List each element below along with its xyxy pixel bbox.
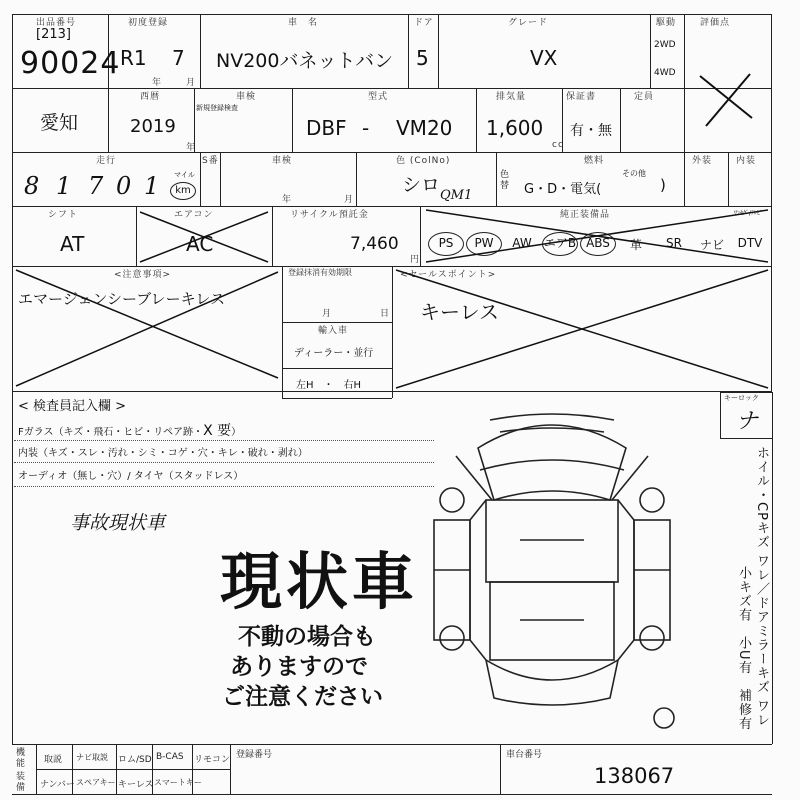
type-code: VM20: [396, 116, 453, 140]
interior-label: 内装: [736, 156, 757, 166]
option-8: DTV: [737, 236, 763, 250]
shift-label: シフト: [48, 210, 79, 220]
ac-strike: [140, 212, 268, 262]
type-prefix: DBF: [306, 116, 347, 140]
ac-value: AC: [186, 232, 214, 256]
mileage-digit: 0: [116, 172, 132, 200]
ac-label: エアコン: [174, 210, 214, 220]
type-dash: -: [362, 116, 370, 140]
footer-item: ロム/SD: [118, 755, 152, 765]
mileage-digit: 1: [144, 172, 160, 200]
exterior-label: 外装: [692, 156, 713, 166]
notes-strike: [16, 270, 278, 386]
mileage-label: 走行: [96, 156, 117, 166]
inspector-title: < 検査員記入欄 >: [18, 399, 127, 414]
equipment-label: 純正装備品: [560, 210, 611, 220]
option-7: ナビ: [699, 238, 724, 252]
option-1: PW: [466, 232, 502, 256]
model-year-value: 2019: [130, 116, 176, 137]
first-reg-year-unit: 年: [152, 78, 163, 88]
footer-item: リモコン: [194, 755, 231, 765]
notes-label: <注意事項>: [114, 270, 172, 280]
side-note-2: 小キズ有 小U有 補修有: [736, 566, 751, 731]
model-year-label: 西暦: [140, 92, 161, 102]
displacement-unit: cc: [552, 140, 564, 150]
glass-close: ）: [231, 427, 242, 438]
shift-value: AT: [60, 232, 85, 256]
s-label: S番: [202, 156, 219, 166]
options-strike: [426, 210, 768, 262]
model-year-unit: 年: [186, 143, 197, 153]
recall-day: 日: [380, 309, 391, 319]
fuel-value: G・D・電気(: [524, 182, 602, 197]
model-name: NV200バネットバン: [216, 50, 394, 72]
fuel-other: その他: [622, 169, 646, 178]
inspection-label: 車検: [236, 92, 257, 102]
key-label: キーロック: [724, 394, 759, 402]
model-name-label: 車 名: [288, 18, 319, 28]
import-value: ディーラー・並行: [294, 348, 374, 359]
car-diagram: [434, 414, 674, 728]
recycle-fee: 7,460: [350, 234, 399, 254]
vehicle-check-label: 車検: [272, 156, 293, 166]
drive-label: 駆動: [656, 18, 677, 28]
footer-item: ナビ取説: [76, 753, 108, 762]
region-value: 愛知: [40, 112, 79, 134]
footer-item: 取説: [44, 755, 63, 765]
drive-2wd: 2WD: [654, 40, 676, 50]
footer-item: B-CAS: [156, 752, 184, 762]
fuel-color-label: 色替: [500, 170, 510, 191]
displacement-label: 排気量: [496, 92, 527, 102]
footer-item: キーレス: [118, 780, 154, 790]
tv-label: ﾜﾝｾｸﾞ/ﾃﾚﾋﾞ: [734, 210, 764, 217]
sales-value: キーレス: [420, 300, 499, 324]
handwritten-remark: 事故現状車: [70, 512, 166, 534]
type-label: 型式: [368, 92, 389, 102]
footer-item: ナンバー: [40, 780, 75, 790]
mileage-digit: 1: [56, 172, 72, 200]
sales-strike: [396, 270, 768, 388]
footer-cert-sub: 装備: [16, 772, 26, 793]
grade-label: グレード: [508, 18, 549, 28]
stamp-line-2: ありますので: [230, 654, 368, 680]
lot-number: 90024: [20, 46, 121, 81]
first-reg-month: 7: [172, 46, 185, 70]
doors-value: 5: [416, 46, 429, 70]
option-5: 革: [629, 238, 642, 252]
color-label: 色 (ColNo): [396, 156, 451, 166]
first-reg-month-unit: 月: [186, 78, 197, 88]
fuel-label: 燃料: [584, 156, 605, 166]
mileage-unit-mile: マイル: [174, 171, 195, 179]
score-label: 評価点: [700, 18, 731, 28]
fuel-close: ): [660, 176, 666, 194]
first-reg-label: 初度登録: [128, 18, 169, 28]
key-value: ナ: [736, 409, 759, 434]
color-code: QM1: [440, 188, 473, 203]
doors-label: ドア: [414, 18, 434, 28]
warranty-label: 保証書: [566, 92, 597, 102]
mileage-digit: 8: [24, 172, 40, 200]
drive-4wd: 4WD: [654, 68, 676, 78]
glass-text: Fガラス（キズ・飛石・ヒビ・リペア跡・: [18, 427, 204, 438]
stamp-line-1: 不動の場合も: [238, 624, 376, 650]
interior-note: 内装（キズ・スレ・汚れ・シミ・コゲ・穴・キレ・破れ・剥れ）: [18, 448, 308, 459]
reg-number-label: 登録番号: [236, 750, 273, 760]
option-3: エアB: [542, 232, 578, 256]
option-6: SR: [666, 236, 682, 250]
footer-item: スマートキー: [154, 778, 202, 787]
side-note-1: ホイル・CPキズ ワレ／ドアミラーキズ ワレ: [754, 446, 769, 728]
option-2: AW: [512, 236, 532, 250]
stamp-title: 現状車: [220, 545, 419, 618]
lot-label: 出品番号: [36, 18, 77, 28]
color-value: シロ: [402, 174, 441, 196]
audio-note: オーディオ（無し・穴）/ タイヤ（スタッドレス）: [18, 471, 244, 482]
recall-label: 登録抹消有効期限: [288, 268, 352, 277]
recycle-label: リサイクル預託金: [290, 210, 369, 220]
displacement-value: 1,600: [486, 116, 544, 140]
stamp-line-3: ご注意ください: [222, 684, 383, 710]
recycle-unit: 円: [410, 255, 421, 265]
footer-cert-label: 機能: [16, 748, 26, 769]
glass-mark: X 要: [203, 423, 232, 439]
mileage-unit-km: km: [170, 182, 196, 200]
score-x-mark: [700, 74, 752, 126]
footer-item: スペアキー: [76, 778, 116, 787]
sales-label: <セールスポイント>: [400, 270, 497, 280]
mileage-digit: 7: [88, 172, 104, 200]
vehicle-check-month: 月: [344, 195, 355, 205]
option-4: ABS: [580, 232, 616, 256]
capacity-label: 定員: [634, 92, 655, 102]
handle-value: 左H ・ 右H: [296, 380, 362, 391]
warranty-value: 有・無: [570, 123, 612, 139]
chassis-number: 138067: [594, 764, 675, 788]
recall-month: 月: [322, 309, 333, 319]
vehicle-check-year: 年: [282, 195, 293, 205]
option-0: PS: [428, 232, 464, 256]
inspection-note: 新規登録検査: [196, 104, 238, 112]
chassis-label: 車台番号: [506, 750, 543, 760]
grade-value: VX: [530, 46, 558, 70]
notes-value: エマージェンシーブレーキレス: [18, 290, 226, 308]
first-reg-era: R1: [120, 46, 147, 70]
import-label: 輸入車: [318, 326, 349, 336]
lot-bracket: [213]: [36, 27, 71, 42]
